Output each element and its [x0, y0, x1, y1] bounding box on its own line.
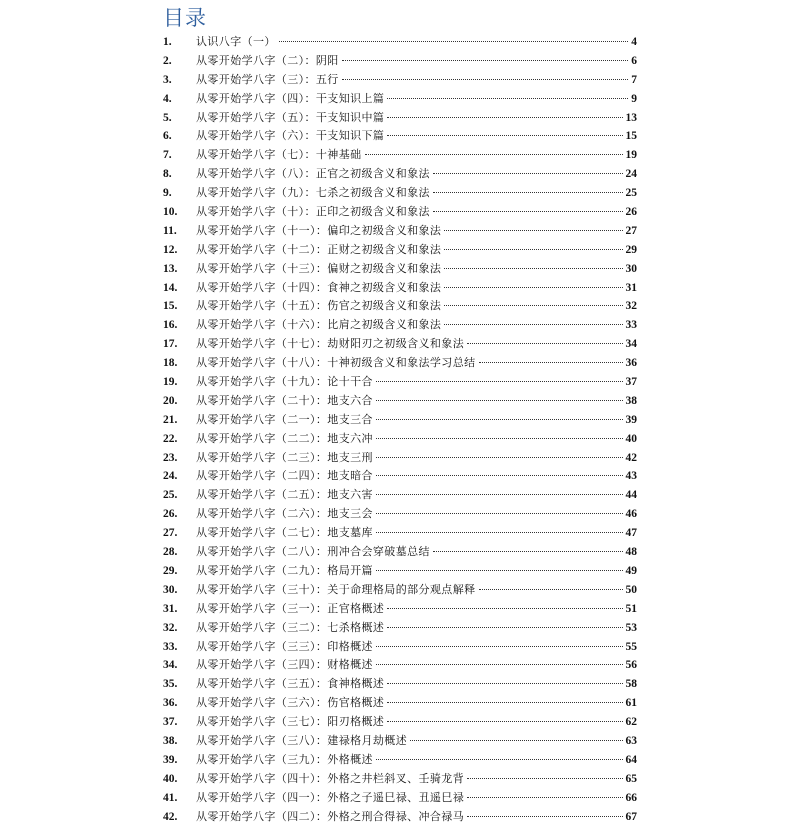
dot-leader [433, 551, 623, 552]
toc-entry-number: 25. [163, 489, 178, 502]
toc-entry[interactable] [0, 354, 800, 373]
toc-entry-line[interactable] [196, 33, 637, 52]
toc-entry-page-number[interactable]: 43 [625, 470, 637, 483]
toc-entry[interactable] [0, 789, 800, 808]
toc-entry[interactable] [0, 71, 800, 90]
toc-entry-line[interactable] [196, 71, 637, 90]
toc-entry-title[interactable]: 从零开始学八字（十二）：正财之初级含义和象法 [196, 242, 442, 256]
toc-entry[interactable] [0, 90, 800, 109]
dot-leader [444, 287, 622, 288]
dot-leader [433, 192, 623, 193]
toc-entry[interactable] [0, 505, 800, 524]
toc-entry-number: 33. [163, 640, 178, 653]
dot-leader [376, 570, 623, 571]
toc-entry[interactable] [0, 543, 800, 562]
toc-entry[interactable] [0, 260, 800, 279]
dot-leader [387, 627, 622, 628]
toc-entry-line[interactable] [196, 694, 637, 713]
toc-entry-line[interactable] [196, 335, 637, 354]
toc-entry[interactable] [0, 109, 800, 128]
toc-entry-line[interactable] [196, 392, 637, 411]
toc-entry-title[interactable]: 从零开始学八字（二五）：地支六害 [196, 488, 373, 502]
toc-entry-title[interactable]: 从零开始学八字（十三）：偏财之初级含义和象法 [196, 261, 442, 275]
toc-entry-number: 10. [163, 206, 178, 219]
page-title: 目录 [163, 6, 207, 30]
toc-entry-line[interactable] [196, 505, 637, 524]
toc-entry-line[interactable] [196, 184, 637, 203]
toc-entry-title[interactable]: 从零开始学八字（二七）：地支墓库 [196, 526, 373, 540]
toc-entry-number: 22. [163, 432, 178, 445]
toc-entry-number: 2. [163, 54, 172, 67]
toc-entry-page-number[interactable]: 26 [625, 206, 637, 219]
toc-entry-line[interactable] [196, 146, 637, 165]
toc-entry-title[interactable]: 从零开始学八字（十六）：比肩之初级含义和象法 [196, 318, 442, 332]
dot-leader [387, 117, 622, 118]
toc-entry-number: 16. [163, 319, 178, 332]
dot-leader [376, 664, 623, 665]
toc-entry-line[interactable] [196, 203, 637, 222]
dot-leader [376, 646, 623, 647]
toc-entry-number: 31. [163, 602, 178, 615]
toc-entry-line[interactable] [196, 279, 637, 298]
toc-entry-line[interactable] [196, 109, 637, 128]
dot-leader [376, 381, 623, 382]
toc-entry-number: 6. [163, 130, 172, 143]
toc-entry-line[interactable] [196, 808, 637, 826]
toc-entry-title[interactable]: 从零开始学八字（十一）：偏印之初级含义和象法 [196, 223, 442, 237]
toc-entry-title[interactable]: 从零开始学八字（二十）：地支六合 [196, 393, 373, 407]
toc-entry-title[interactable]: 从零开始学八字（三一）：正官格概述 [196, 601, 385, 615]
toc-entry-title[interactable]: 从零开始学八字（三八）：建禄格月劫概述 [196, 733, 408, 747]
toc-entry[interactable] [0, 297, 800, 316]
toc-entry[interactable] [0, 203, 800, 222]
toc-entry-line[interactable] [196, 241, 637, 260]
toc-entry-page-number[interactable]: 55 [625, 640, 637, 653]
toc-entry-page-number[interactable]: 33 [625, 319, 637, 332]
toc-entry-title[interactable]: 从零开始学八字（二四）：地支暗合 [196, 469, 373, 483]
toc-entry-page-number[interactable]: 62 [625, 716, 637, 729]
dot-leader [444, 249, 622, 250]
toc-entry-page-number[interactable]: 24 [625, 168, 637, 181]
toc-entry-page-number[interactable]: 36 [625, 357, 637, 370]
toc-entry-line[interactable] [196, 751, 637, 770]
toc-entry-number: 26. [163, 508, 178, 521]
toc-entry-number: 40. [163, 772, 178, 785]
toc-entry-page-number[interactable]: 47 [625, 527, 637, 540]
dot-leader [444, 305, 622, 306]
toc-entry-page-number[interactable]: 61 [625, 697, 637, 710]
toc-entry[interactable] [0, 770, 800, 789]
toc-entry-number: 12. [163, 243, 178, 256]
toc-entry-page-number[interactable]: 56 [625, 659, 637, 672]
toc-entry-page-number[interactable]: 32 [625, 300, 637, 313]
toc-entry-line[interactable] [196, 619, 637, 638]
toc-entry-page-number[interactable]: 42 [625, 451, 637, 464]
toc-entry-number: 13. [163, 262, 178, 275]
toc-entry-number: 7. [163, 149, 172, 162]
toc-entry-number: 36. [163, 697, 178, 710]
toc-entry[interactable] [0, 751, 800, 770]
toc-entry-line[interactable] [196, 486, 637, 505]
toc-entry-title[interactable]: 从零开始学八字（七）：十神基础 [196, 148, 362, 162]
toc-entry[interactable] [0, 52, 800, 71]
dot-leader [479, 362, 623, 363]
dot-leader [279, 41, 628, 42]
toc-entry-line[interactable] [196, 732, 637, 751]
toc-entry-title[interactable]: 从零开始学八字（三九）：外格概述 [196, 752, 373, 766]
toc-entry-number: 29. [163, 564, 178, 577]
toc-entry[interactable] [0, 279, 800, 298]
dot-leader [467, 797, 622, 798]
toc-entry-line[interactable] [196, 354, 637, 373]
toc-entry-line[interactable] [196, 524, 637, 543]
toc-entry-page-number[interactable]: 27 [625, 224, 637, 237]
toc-entry-number: 14. [163, 281, 178, 294]
dot-leader [342, 60, 629, 61]
toc-entry[interactable] [0, 619, 800, 638]
toc-entry-title[interactable]: 从零开始学八字（四二）：外格之刑合得禄、冲合禄马 [196, 809, 465, 823]
toc-entry-title[interactable]: 从零开始学八字（十四）：食神之初级含义和象法 [196, 280, 442, 294]
toc-entry-number: 17. [163, 338, 178, 351]
toc-entry-line[interactable] [196, 789, 637, 808]
toc-entry-line[interactable] [196, 675, 637, 694]
toc-entry[interactable] [0, 694, 800, 713]
toc-entry-title[interactable]: 从零开始学八字（二三）：地支三刑 [196, 450, 373, 464]
toc-entry-page-number[interactable]: 63 [625, 734, 637, 747]
toc-entry-title[interactable]: 从零开始学八字（三六）：伤官格概述 [196, 696, 385, 710]
toc-entry-title[interactable]: 从零开始学八字（三四）：财格概述 [196, 658, 373, 672]
dot-leader [444, 268, 622, 269]
toc-entry-title[interactable]: 从零开始学八字（八）：正官之初级含义和象法 [196, 167, 430, 181]
toc-entry-line[interactable] [196, 316, 637, 335]
toc-entry-number: 3. [163, 73, 172, 86]
toc-entry-number: 41. [163, 791, 178, 804]
toc-entry[interactable] [0, 165, 800, 184]
toc-entry-line[interactable] [196, 90, 637, 109]
toc-entry-line[interactable] [196, 411, 637, 430]
toc-entry[interactable] [0, 127, 800, 146]
toc-entry-title[interactable]: 从零开始学八字（三十）：关于命理格局的部分观点解释 [196, 582, 476, 596]
toc-entry-number: 27. [163, 527, 178, 540]
toc-entry-page-number[interactable]: 4 [631, 36, 637, 48]
toc-entry[interactable] [0, 600, 800, 619]
toc-entry-number: 5. [163, 111, 172, 124]
toc-entry-title[interactable]: 从零开始学八字（十七）：劫财阳刃之初级含义和象法 [196, 337, 465, 351]
toc-entry-page-number[interactable]: 40 [625, 432, 637, 445]
dot-leader [387, 608, 622, 609]
toc-entry-page-number[interactable]: 7 [631, 73, 637, 86]
toc-entry-line[interactable] [196, 430, 637, 449]
toc-entry-page-number[interactable]: 34 [625, 338, 637, 351]
toc-entry-title[interactable]: 从零开始学八字（二六）：地支三会 [196, 507, 373, 521]
dot-leader [376, 419, 623, 420]
toc-entry-number: 18. [163, 357, 178, 370]
toc-entry-page-number[interactable]: 65 [625, 772, 637, 785]
toc-entry[interactable] [0, 392, 800, 411]
toc-entry-page-number[interactable]: 44 [625, 489, 637, 502]
toc-entry-page-number[interactable]: 67 [625, 810, 637, 823]
toc-entry-line[interactable] [196, 600, 637, 619]
toc-entry-line[interactable] [196, 127, 637, 146]
toc-entry-title[interactable]: 从零开始学八字（九）：七杀之初级含义和象法 [196, 186, 430, 200]
dot-leader [365, 154, 623, 155]
dot-leader [376, 457, 623, 458]
toc-entry-title[interactable]: 从零开始学八字（三二）：七杀格概述 [196, 620, 385, 634]
toc-entry[interactable] [0, 524, 800, 543]
toc-entry-number: 21. [163, 413, 178, 426]
toc-entry[interactable] [0, 411, 800, 430]
toc-entry-line[interactable] [196, 222, 637, 241]
toc-entry-page-number[interactable]: 9 [631, 92, 637, 105]
toc-entry-page-number[interactable]: 53 [625, 621, 637, 634]
toc-entry-line[interactable] [196, 373, 637, 392]
toc-entry-number: 32. [163, 621, 178, 634]
toc-entry-title[interactable]: 从零开始学八字（四一）：外格之子遥巳禄、丑遥巳禄 [196, 790, 465, 804]
toc-entry-number: 38. [163, 734, 178, 747]
toc-entry-number: 20. [163, 394, 178, 407]
toc-entry-number: 35. [163, 678, 178, 691]
toc-entry-number: 34. [163, 659, 178, 672]
dot-leader [387, 721, 622, 722]
toc-entry-title[interactable]: 从零开始学八字（五）：干支知识中篇 [196, 110, 385, 124]
toc-entry[interactable] [0, 808, 800, 826]
dot-leader [387, 98, 628, 99]
toc-entry-line[interactable] [196, 543, 637, 562]
dot-leader [467, 343, 622, 344]
toc-entry-line[interactable] [196, 260, 637, 279]
toc-entry-title[interactable]: 从零开始学八字（十八）：十神初级含义和象法学习总结 [196, 356, 476, 370]
toc-entry-line[interactable] [196, 467, 637, 486]
toc-entry-title[interactable]: 从零开始学八字（六）：干支知识下篇 [196, 129, 385, 143]
toc-entry-line[interactable] [196, 52, 637, 71]
toc-entry-title[interactable]: 从零开始学八字（十）：正印之初级含义和象法 [196, 205, 430, 219]
toc-entry[interactable] [0, 467, 800, 486]
dot-leader [376, 475, 623, 476]
dot-leader [387, 702, 622, 703]
toc-entry[interactable] [0, 241, 800, 260]
toc-entry[interactable] [0, 146, 800, 165]
toc-entry-title[interactable]: 从零开始学八字（十九）：论十干合 [196, 375, 373, 389]
toc-entry-line[interactable] [196, 165, 637, 184]
dot-leader [387, 683, 622, 684]
toc-entry[interactable] [0, 713, 800, 732]
toc-entry-page-number[interactable]: 39 [625, 413, 637, 426]
toc-entry-title[interactable]: 从零开始学八字（三七）：阳刃格概述 [196, 715, 385, 729]
dot-leader [342, 79, 629, 80]
toc-entry[interactable] [0, 675, 800, 694]
toc-entry-page-number[interactable]: 58 [625, 678, 637, 691]
toc-entry-number: 23. [163, 451, 178, 464]
toc-entry[interactable] [0, 562, 800, 581]
toc-entry[interactable] [0, 222, 800, 241]
toc-entry-number: 9. [163, 187, 172, 200]
toc-entry-title[interactable]: 从零开始学八字（二）：阴阳 [196, 53, 339, 67]
toc-entry[interactable] [0, 449, 800, 468]
toc-entry-page-number[interactable]: 37 [625, 376, 637, 389]
toc-entry[interactable] [0, 638, 800, 657]
toc-entry[interactable] [0, 430, 800, 449]
toc-entry[interactable] [0, 656, 800, 675]
toc-entry-line[interactable] [196, 449, 637, 468]
toc-entry-line[interactable] [196, 713, 637, 732]
dot-leader [376, 400, 623, 401]
dot-leader [376, 513, 623, 514]
toc-entry-line[interactable] [196, 581, 637, 600]
dot-leader [479, 589, 623, 590]
toc-entry-title[interactable]: 认识八字（一） [196, 35, 276, 48]
toc-entry-number: 4. [163, 92, 172, 105]
toc-entry[interactable] [0, 732, 800, 751]
toc-entry-line[interactable] [196, 638, 637, 657]
dot-leader [376, 438, 623, 439]
toc-entry-page-number[interactable]: 15 [625, 130, 637, 143]
toc-entry[interactable] [0, 33, 800, 52]
dot-leader [433, 211, 623, 212]
toc-entry-number: 11. [163, 224, 177, 237]
dot-leader [376, 494, 623, 495]
dot-leader [433, 173, 623, 174]
toc-entry-title[interactable]: 从零开始学八字（四十）：外格之井栏斜叉、壬骑龙背 [196, 771, 465, 785]
toc-entry-line[interactable] [196, 656, 637, 675]
toc-entry[interactable] [0, 184, 800, 203]
toc-entry[interactable] [0, 316, 800, 335]
toc-entry-title[interactable]: 从零开始学八字（二九）：格局开篇 [196, 563, 373, 577]
toc-entry-title[interactable]: 从零开始学八字（二八）：刑冲合会穿破墓总结 [196, 545, 430, 559]
toc-entry[interactable] [0, 486, 800, 505]
toc-entry-title[interactable]: 从零开始学八字（四）：干支知识上篇 [196, 91, 385, 105]
toc-entry-page-number[interactable]: 38 [625, 394, 637, 407]
toc-entry-number: 39. [163, 753, 178, 766]
toc-entry-line[interactable] [196, 297, 637, 316]
dot-leader [387, 135, 622, 136]
toc-entry-number: 1. [163, 36, 172, 48]
toc-entry-page-number[interactable]: 19 [625, 149, 637, 162]
dot-leader [467, 816, 622, 817]
toc-entry-number: 19. [163, 376, 178, 389]
toc-entry-title[interactable]: 从零开始学八字（三三）：印格概述 [196, 639, 373, 653]
toc-entry-title[interactable]: 从零开始学八字（三五）：食神格概述 [196, 677, 385, 691]
toc-entry-title[interactable]: 从零开始学八字（二二）：地支六冲 [196, 431, 373, 445]
toc-entry-page-number[interactable]: 30 [625, 262, 637, 275]
toc-entry-title[interactable]: 从零开始学八字（二一）：地支三合 [196, 412, 373, 426]
dot-leader [444, 230, 622, 231]
toc-entry[interactable] [0, 373, 800, 392]
toc-entry-page-number[interactable]: 66 [625, 791, 637, 804]
toc-entry-page-number[interactable]: 49 [625, 564, 637, 577]
toc-entry-line[interactable] [196, 770, 637, 789]
toc-entry-page-number[interactable]: 25 [625, 187, 637, 200]
toc-entry-number: 42. [163, 810, 178, 823]
dot-leader [376, 532, 623, 533]
toc-entry-page-number[interactable]: 51 [625, 602, 637, 615]
toc-entry-page-number[interactable]: 46 [625, 508, 637, 521]
toc-entry[interactable] [0, 581, 800, 600]
table-of-contents [0, 33, 800, 826]
toc-entry-number: 28. [163, 546, 178, 559]
dot-leader [444, 324, 622, 325]
toc-entry-page-number[interactable]: 50 [625, 583, 637, 596]
toc-entry-number: 15. [163, 300, 178, 313]
toc-entry-number: 30. [163, 583, 178, 596]
toc-entry-number: 8. [163, 168, 172, 181]
toc-entry-number: 37. [163, 716, 178, 729]
dot-leader [376, 759, 623, 760]
toc-entry[interactable] [0, 335, 800, 354]
toc-entry-page-number[interactable]: 13 [625, 111, 637, 124]
dot-leader [467, 778, 622, 779]
toc-entry-page-number[interactable]: 31 [625, 281, 637, 294]
toc-entry-number: 24. [163, 470, 178, 483]
toc-entry-line[interactable] [196, 562, 637, 581]
toc-entry-title[interactable]: 从零开始学八字（十五）：伤官之初级含义和象法 [196, 299, 442, 313]
toc-entry-page-number[interactable]: 48 [625, 546, 637, 559]
toc-entry-page-number[interactable]: 64 [625, 753, 637, 766]
dot-leader [410, 740, 622, 741]
toc-entry-page-number[interactable]: 29 [625, 243, 637, 256]
toc-entry-title[interactable]: 从零开始学八字（三）：五行 [196, 72, 339, 86]
toc-entry-page-number[interactable]: 6 [631, 54, 637, 67]
